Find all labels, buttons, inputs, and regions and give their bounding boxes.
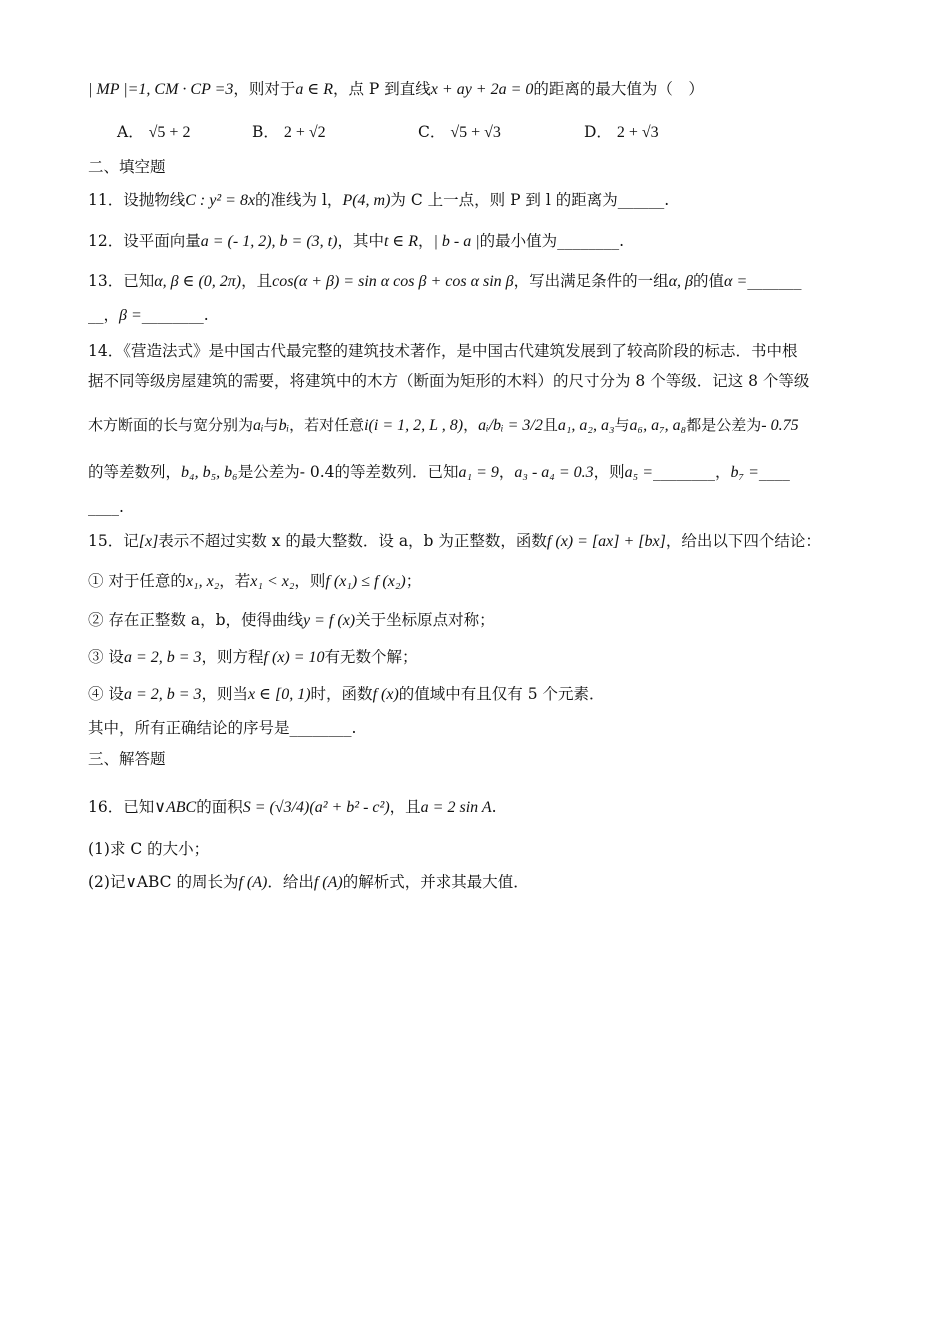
q12-math: t ∈ R (383, 233, 419, 250)
q14-math: a₁, a₂, a₃ (557, 417, 615, 434)
q13-math: α, β (668, 273, 694, 290)
q14-math: a₅ = (624, 464, 654, 481)
q12-vectors: a = (- 1, 2), b = (3, t) (200, 233, 338, 250)
q15-math: f (x₁) ≤ f (x₂) (325, 573, 406, 590)
q14-math: a₁ = 9 (458, 464, 499, 481)
choice-value: 2 + √2 (283, 124, 326, 141)
q15-text: 的值域中有且仅有 5 个元素． (398, 685, 605, 703)
q14-line-5: ____. (88, 498, 124, 516)
q12-text: 的最小值为________. (479, 232, 625, 250)
q12-line (88, 230, 870, 253)
choice-label: A． (117, 123, 144, 141)
q16-text: ．给出 (267, 873, 314, 891)
q16-text: 的解析式，并求其最大值． (342, 873, 529, 891)
q16-text: 的面积 (196, 798, 243, 816)
q12-norm: | b - a | (433, 233, 480, 250)
q15-math: y = f (x) (303, 612, 356, 629)
q15-text: 时，函数 (310, 685, 373, 703)
q15-math: f (x) (372, 686, 399, 703)
q14-text: 都是公差为 (686, 416, 762, 434)
q14-math: i(i = 1, 2, L , 8) (364, 417, 464, 434)
q16-triangle: ∨ABC (154, 799, 197, 816)
choice-label: B． (252, 123, 279, 141)
q15-text: ，给出以下四个结论： (665, 532, 821, 550)
q14-text: 的等差数列， (88, 463, 182, 481)
q14-text: 且 (542, 416, 558, 434)
q14-text: ，若对任意 (289, 416, 365, 434)
q15-text: ； (405, 572, 422, 590)
q16-part-2 (88, 871, 870, 894)
q10-choice-b (252, 121, 326, 144)
q14-math: - 0.75 (761, 417, 799, 434)
q14-text: ，则 (593, 463, 625, 481)
q11-text: 的准线为 l， (255, 191, 343, 209)
q14-text: 木方断面的长与宽分别为 (88, 416, 254, 434)
q14-text: ， (498, 463, 515, 481)
section-heading-solutions: 三、解答题 (88, 750, 166, 768)
q14-text: 与 (263, 416, 279, 434)
q16-part-1: (1)求 C 的大小； (88, 840, 210, 858)
q15-text: 表示不超过实数 x 的最大整数．设 a，b 为正整数，函数 (158, 532, 547, 550)
q14-line-1: 14．《营造法式》是中国古代最完整的建筑技术著作，是中国古代建筑发展到了较高阶段的标志．书中根 (88, 342, 798, 360)
q15-math: x₁, x₂ (185, 573, 220, 590)
q13-equation: cos(α + β) = sin α cos β + cos α sin β (272, 273, 514, 290)
section-heading-fill-blank: 二、填空题 (88, 158, 166, 176)
q15-text: ，则方程 (201, 648, 264, 666)
choice-label: C． (418, 123, 446, 141)
q14-math: b₄, b₅, b₆ (181, 464, 238, 481)
q15-math: a = 2, b = 3 (123, 649, 202, 666)
q10-stem-line (88, 78, 870, 101)
q16-text: . (491, 798, 497, 816)
q16-math: f (A) (238, 874, 268, 891)
q15-statement-2 (88, 609, 870, 632)
q15-math: x₁ < x₂ (250, 573, 295, 590)
q15-text: ，则当 (201, 685, 249, 703)
q10-text: 的距离的最大值为（ ） (533, 80, 704, 98)
q15-statement-3 (88, 646, 870, 669)
q16-text: 已知 (123, 798, 155, 816)
question-number: 12． (88, 232, 124, 250)
q13-math: α = (724, 273, 748, 290)
q15-statement-1 (88, 570, 870, 593)
q13-line-2 (88, 304, 870, 327)
choice-value: 2 + √3 (616, 124, 659, 141)
q15-text: ④ 设 (88, 685, 124, 703)
choice-value: √5 + 2 (148, 124, 191, 141)
q10-choice-c (418, 121, 501, 144)
q13-math: α, β ∈ (0, 2π) (154, 273, 242, 290)
q16-text: (2)记∨ABC 的周长为 (88, 873, 239, 891)
q11-text: 设抛物线 (123, 191, 186, 209)
q14-ratio: aᵢ/bᵢ = 3/2 (478, 417, 543, 434)
choice-label: D． (584, 123, 612, 141)
q15-text: 有无数个解； (324, 648, 418, 666)
question-number: 16． (88, 798, 124, 816)
q15-line-1 (88, 530, 870, 553)
q14-math: a₆, a₇, a₈ (629, 417, 687, 434)
q10-choice-d (584, 121, 659, 144)
q14-blank: ____ (758, 463, 790, 481)
q14-line-2: 据不同等级房屋建筑的需要，将建筑中的木方（断面为矩形的木料）的尺寸分为 8 个等级．记这 8 个等级 (88, 372, 810, 390)
q13-text: 已知 (123, 272, 155, 290)
q13-blank: ________. (141, 306, 209, 324)
q16-math: a = 2 sin A (420, 799, 492, 816)
q13-math: β = (119, 307, 142, 324)
q16-stem-line (88, 796, 870, 819)
q15-math: a = 2, b = 3 (123, 686, 202, 703)
q11-line (88, 189, 870, 212)
q15-math: x ∈ [0, 1) (248, 686, 311, 703)
q15-answer-prompt: 其中，所有正确结论的序号是________. (88, 719, 357, 737)
q10-choice-a (117, 121, 190, 144)
q15-statement-4 (88, 683, 870, 706)
q14-math: aᵢ (253, 417, 264, 434)
q16-area-formula: S = (√3/4)(a² + b² - c²) (242, 799, 390, 816)
choice-value: √5 + √3 (450, 124, 501, 141)
q15-math: f (x) = 10 (263, 649, 325, 666)
q14-math: b₇ = (730, 464, 759, 481)
q15-text: ，则 (294, 572, 326, 590)
q12-text: ，其中 (337, 232, 384, 250)
q16-text: ，且 (389, 798, 421, 816)
q11-text: 为 C 上一点，则 P 到 l 的距离为______. (390, 191, 670, 209)
q14-text: 与 (614, 416, 630, 434)
q15-function: f (x) = [ax] + [bx] (546, 533, 666, 550)
question-number: 13． (88, 272, 124, 290)
q15-text: 15．记 (88, 532, 139, 550)
q13-text: 的值 (693, 272, 725, 290)
q10-vector-condition: | MP |=1, CM · CP =3 (88, 81, 234, 98)
q14-line-4 (88, 461, 870, 484)
q11-point: P(4, m) (342, 192, 391, 209)
q10-text: ，则对于 (233, 80, 296, 98)
q10-text: ，点 P 到直线 (333, 80, 431, 98)
q12-text: ， (418, 232, 434, 250)
q14-line-3 (88, 414, 870, 437)
q15-text: 关于坐标原点对称； (355, 611, 495, 629)
q13-blank: __， (88, 306, 120, 324)
q15-math: [x] (138, 533, 159, 550)
q12-text: 设平面向量 (123, 232, 201, 250)
q14-text: 是公差为- 0.4的等差数列．已知 (237, 463, 459, 481)
q11-parabola: C : y² = 8x (185, 192, 256, 209)
q13-text: ，且 (241, 272, 273, 290)
q13-text: ，写出满足条件的一组 (513, 272, 669, 290)
q15-text: ③ 设 (88, 648, 124, 666)
q10-math: a ∈ R (295, 81, 333, 98)
question-number: 11． (88, 191, 124, 209)
q15-text: ② 存在正整数 a，b，使得曲线 (88, 611, 304, 629)
q14-blank: ________， (653, 463, 731, 481)
q16-math: f (A) (313, 874, 343, 891)
q13-line-1 (88, 270, 870, 293)
q14-math: bᵢ (278, 417, 290, 434)
q10-line-equation: x + ay + 2a = 0 (430, 81, 534, 98)
q15-text: ① 对于任意的 (88, 572, 186, 590)
q14-text: ， (463, 416, 479, 434)
q13-blank: _______ (747, 272, 802, 290)
q14-math: a₃ - a₄ = 0.3 (514, 464, 594, 481)
q15-text: ，若 (219, 572, 251, 590)
